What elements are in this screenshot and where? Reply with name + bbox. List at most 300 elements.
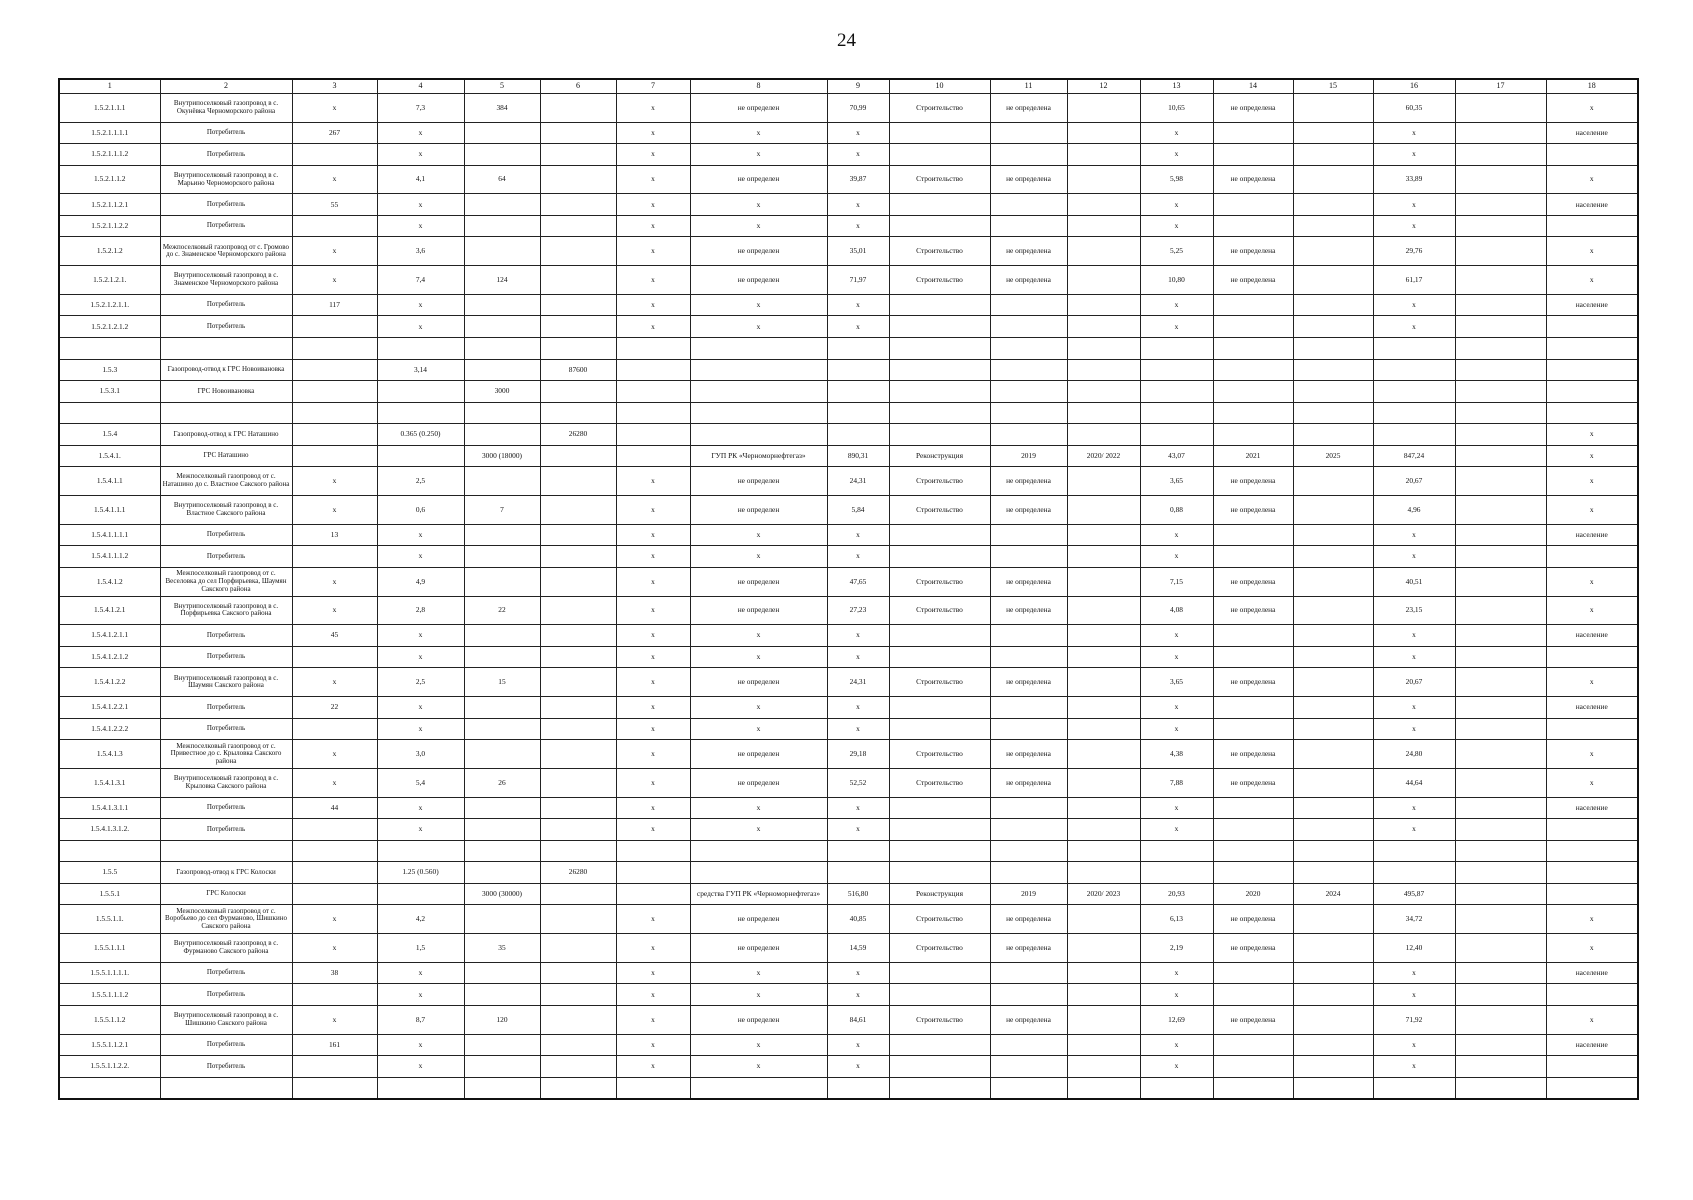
table-cell xyxy=(1067,122,1140,144)
table-cell xyxy=(59,840,160,862)
table-cell: х xyxy=(616,768,690,797)
table-cell: х xyxy=(616,718,690,740)
table-cell xyxy=(377,1077,464,1099)
table-cell: 71,97 xyxy=(827,266,889,295)
table-cell xyxy=(1213,122,1293,144)
table-cell xyxy=(540,215,616,237)
table-cell xyxy=(1213,862,1293,884)
table-cell xyxy=(990,1077,1067,1099)
table-cell: население xyxy=(1546,962,1638,984)
table-cell xyxy=(990,316,1067,338)
table-row xyxy=(59,934,1638,963)
table-cell xyxy=(464,697,540,719)
table-cell xyxy=(464,567,540,596)
table-cell xyxy=(889,424,990,446)
table-cell: х xyxy=(1373,144,1455,166)
table-cell xyxy=(292,424,377,446)
table-cell: 35 xyxy=(464,934,540,963)
table-cell xyxy=(540,402,616,424)
table-row xyxy=(59,883,1638,905)
table-cell: 29,18 xyxy=(827,740,889,769)
table-cell: 1.5.5.1.1.2.2. xyxy=(59,1056,160,1078)
table-cell xyxy=(1067,962,1140,984)
table-cell xyxy=(1140,862,1213,884)
table-cell: х xyxy=(690,1034,827,1056)
table-cell xyxy=(1140,359,1213,381)
table-cell xyxy=(377,402,464,424)
table-cell xyxy=(889,862,990,884)
table-cell xyxy=(1293,819,1373,841)
table-cell xyxy=(1293,697,1373,719)
table-cell xyxy=(889,338,990,360)
table-cell: х xyxy=(1546,93,1638,122)
table-cell xyxy=(464,840,540,862)
table-cell: Строительство xyxy=(889,668,990,697)
table-cell: 0,88 xyxy=(1140,496,1213,525)
table-cell: 3,0 xyxy=(377,740,464,769)
table-cell: Потребитель xyxy=(160,625,292,647)
table-cell: х xyxy=(616,215,690,237)
table-cell xyxy=(1293,359,1373,381)
table-cell xyxy=(1293,338,1373,360)
table-cell xyxy=(889,524,990,546)
table-cell xyxy=(540,768,616,797)
table-cell: Потребитель xyxy=(160,1034,292,1056)
table-cell: 1.5.4.1.3.1.1 xyxy=(59,797,160,819)
table-cell xyxy=(1455,546,1546,568)
table-cell: Строительство xyxy=(889,237,990,266)
table-cell: Строительство xyxy=(889,496,990,525)
table-cell xyxy=(1546,215,1638,237)
table-cell xyxy=(889,1077,990,1099)
table-cell xyxy=(464,237,540,266)
table-cell xyxy=(616,840,690,862)
table-cell: ГРС Колоски xyxy=(160,883,292,905)
table-cell xyxy=(1067,294,1140,316)
table-cell: 1.5.4.1.2.1 xyxy=(59,596,160,625)
table-cell: Внутрипоселковый газопровод в с. Фурманово Сакского района xyxy=(160,934,292,963)
table-cell xyxy=(1455,668,1546,697)
table-cell xyxy=(827,381,889,403)
table-cell: х xyxy=(1140,625,1213,647)
table-cell: х xyxy=(690,524,827,546)
table-cell: х xyxy=(1140,1034,1213,1056)
table-cell: х xyxy=(377,215,464,237)
table-cell: х xyxy=(690,718,827,740)
table-cell xyxy=(1373,424,1455,446)
table-cell: х xyxy=(292,768,377,797)
table-cell xyxy=(990,194,1067,216)
table-cell: 117 xyxy=(292,294,377,316)
table-cell: 60,35 xyxy=(1373,93,1455,122)
table-cell: х xyxy=(616,546,690,568)
table-cell xyxy=(377,381,464,403)
table-cell xyxy=(1455,1034,1546,1056)
table-cell xyxy=(990,840,1067,862)
table-cell: х xyxy=(827,294,889,316)
table-cell xyxy=(690,1077,827,1099)
table-cell: х xyxy=(616,934,690,963)
table-cell: не определен xyxy=(690,740,827,769)
table-cell: население xyxy=(1546,625,1638,647)
table-cell: Газопровод-отвод к ГРС Новоивановка xyxy=(160,359,292,381)
table-cell: население xyxy=(1546,797,1638,819)
table-cell xyxy=(1067,424,1140,446)
table-cell: 24,31 xyxy=(827,467,889,496)
table-cell: х xyxy=(1546,668,1638,697)
table-cell: 12,69 xyxy=(1140,1005,1213,1034)
table-cell: не определена xyxy=(990,237,1067,266)
table-cell: не определена xyxy=(990,567,1067,596)
table-cell: Межпоселковый газопровод от с. Веселовка до сел Порфирьевка, Шаумян Сакского района xyxy=(160,567,292,596)
table-cell: 1.5.4.1.1 xyxy=(59,467,160,496)
table-cell: 1,5 xyxy=(377,934,464,963)
table-cell xyxy=(1373,840,1455,862)
table-cell xyxy=(464,467,540,496)
table-cell: х xyxy=(827,718,889,740)
table-cell xyxy=(827,402,889,424)
table-cell: 1.5.4.1.3 xyxy=(59,740,160,769)
table-cell: Межпоселковый газопровод от с. Воробьево до сел Фурманово, Шишкино Сакского района xyxy=(160,905,292,934)
table-cell xyxy=(616,1077,690,1099)
table-cell: 2020/ 2023 xyxy=(1067,883,1140,905)
table-row xyxy=(59,165,1638,194)
table-cell xyxy=(540,718,616,740)
table-cell: 1.5.4.1.3.1.2. xyxy=(59,819,160,841)
table-cell: х xyxy=(616,294,690,316)
table-cell: х xyxy=(292,467,377,496)
header-cell: 10 xyxy=(889,79,990,93)
table-cell: 120 xyxy=(464,1005,540,1034)
table-cell: 87600 xyxy=(540,359,616,381)
table-cell: население xyxy=(1546,194,1638,216)
table-cell xyxy=(464,338,540,360)
table-cell: х xyxy=(1373,294,1455,316)
table-cell xyxy=(616,445,690,467)
table-cell: 2019 xyxy=(990,445,1067,467)
table-cell: х xyxy=(827,215,889,237)
table-cell: Межпоселковый газопровод от с. Наташино до с. Властное Сакского района xyxy=(160,467,292,496)
table-cell: х xyxy=(616,1005,690,1034)
table-cell xyxy=(1546,316,1638,338)
table-cell xyxy=(540,883,616,905)
table-cell: х xyxy=(377,984,464,1006)
table-cell: х xyxy=(377,1056,464,1078)
header-cell: 11 xyxy=(990,79,1067,93)
table-cell: не определена xyxy=(1213,596,1293,625)
table-cell: население xyxy=(1546,697,1638,719)
table-cell: не определена xyxy=(1213,905,1293,934)
table-cell: х xyxy=(827,1034,889,1056)
table-cell xyxy=(889,819,990,841)
table-cell xyxy=(540,934,616,963)
table-cell xyxy=(1293,237,1373,266)
table-cell xyxy=(292,718,377,740)
table-cell: не определена xyxy=(1213,567,1293,596)
table-cell xyxy=(1213,402,1293,424)
table-cell xyxy=(1213,316,1293,338)
table-cell: 10,65 xyxy=(1140,93,1213,122)
table-row xyxy=(59,862,1638,884)
table-cell: 7 xyxy=(464,496,540,525)
table-cell xyxy=(540,122,616,144)
table-cell: х xyxy=(1373,646,1455,668)
table-cell xyxy=(540,567,616,596)
table-cell: х xyxy=(827,122,889,144)
table-cell xyxy=(990,294,1067,316)
table-cell xyxy=(1067,316,1140,338)
table-cell: х xyxy=(377,294,464,316)
table-cell xyxy=(464,862,540,884)
table-cell: не определена xyxy=(990,905,1067,934)
table-cell xyxy=(1213,718,1293,740)
table-cell xyxy=(1213,1077,1293,1099)
table-cell: х xyxy=(292,237,377,266)
table-cell: не определена xyxy=(1213,1005,1293,1034)
table-cell xyxy=(1213,144,1293,166)
table-cell xyxy=(292,381,377,403)
table-cell: х xyxy=(1373,625,1455,647)
header-row xyxy=(59,79,1638,93)
table-cell: 7,15 xyxy=(1140,567,1213,596)
table-cell: Потребитель xyxy=(160,797,292,819)
table-cell: х xyxy=(690,646,827,668)
table-cell: х xyxy=(377,646,464,668)
table-cell: 516,80 xyxy=(827,883,889,905)
table-cell xyxy=(1213,338,1293,360)
table-cell xyxy=(1455,862,1546,884)
table-cell xyxy=(1067,862,1140,884)
table-cell xyxy=(827,1077,889,1099)
table-row xyxy=(59,215,1638,237)
table-cell: не определен xyxy=(690,165,827,194)
table-cell xyxy=(540,266,616,295)
table-cell: не определена xyxy=(1213,165,1293,194)
table-cell: х xyxy=(377,718,464,740)
table-cell xyxy=(540,194,616,216)
table-cell xyxy=(1455,402,1546,424)
table-cell xyxy=(990,338,1067,360)
table-cell: 6,13 xyxy=(1140,905,1213,934)
table-cell xyxy=(1140,381,1213,403)
table-cell xyxy=(1067,718,1140,740)
table-cell: 14,59 xyxy=(827,934,889,963)
header-cell: 1 xyxy=(59,79,160,93)
table-cell xyxy=(1455,567,1546,596)
table-cell xyxy=(616,359,690,381)
table-cell: 3,6 xyxy=(377,237,464,266)
table-cell: х xyxy=(827,819,889,841)
table-cell: население xyxy=(1546,294,1638,316)
table-cell xyxy=(464,546,540,568)
table-cell xyxy=(1546,359,1638,381)
table-cell: 1.5.2.1.2 xyxy=(59,237,160,266)
table-cell xyxy=(1455,646,1546,668)
table-cell: не определен xyxy=(690,596,827,625)
table-cell: не определена xyxy=(990,768,1067,797)
table-cell xyxy=(1546,862,1638,884)
table-cell: не определен xyxy=(690,567,827,596)
table-cell: х xyxy=(690,144,827,166)
table-cell: 1.5.5.1.1. xyxy=(59,905,160,934)
table-cell xyxy=(1455,840,1546,862)
table-cell: 0.365 (0.250) xyxy=(377,424,464,446)
table-cell: Внутрипоселковый газопровод в с. Шаумян Сакского района xyxy=(160,668,292,697)
table-cell: 3,65 xyxy=(1140,467,1213,496)
table-cell: 15 xyxy=(464,668,540,697)
table-cell: х xyxy=(690,1056,827,1078)
table-cell xyxy=(160,338,292,360)
table-cell xyxy=(1455,768,1546,797)
table-cell xyxy=(1067,596,1140,625)
table-cell xyxy=(1293,294,1373,316)
table-cell: Внутрипоселковый газопровод в с. Шишкино Сакского района xyxy=(160,1005,292,1034)
table-cell: 1.5.2.1.2.1.2 xyxy=(59,316,160,338)
table-cell xyxy=(990,718,1067,740)
table-cell: 55 xyxy=(292,194,377,216)
table-cell: 1.5.4.1.2.2 xyxy=(59,668,160,697)
table-row xyxy=(59,266,1638,295)
table-cell xyxy=(1213,819,1293,841)
table-cell xyxy=(1293,496,1373,525)
table-cell: 4,1 xyxy=(377,165,464,194)
table-cell: х xyxy=(1373,962,1455,984)
table-cell xyxy=(889,1034,990,1056)
table-cell: х xyxy=(1140,1056,1213,1078)
table-cell xyxy=(1213,625,1293,647)
table-cell xyxy=(1293,402,1373,424)
header-cell: 4 xyxy=(377,79,464,93)
table-cell: 1.5.2.1.1.2.2 xyxy=(59,215,160,237)
table-cell xyxy=(377,445,464,467)
page-number: 24 xyxy=(837,30,856,51)
table-cell: Строительство xyxy=(889,567,990,596)
table-cell xyxy=(616,883,690,905)
table-cell xyxy=(1293,740,1373,769)
table-cell: Потребитель xyxy=(160,984,292,1006)
table-cell xyxy=(1140,1077,1213,1099)
table-row xyxy=(59,819,1638,841)
table-cell: Потребитель xyxy=(160,1056,292,1078)
table-cell: 43,07 xyxy=(1140,445,1213,467)
table-cell xyxy=(990,697,1067,719)
table-cell xyxy=(540,1056,616,1078)
table-cell: не определена xyxy=(990,496,1067,525)
table-cell xyxy=(616,381,690,403)
table-cell xyxy=(1373,862,1455,884)
table-cell xyxy=(292,144,377,166)
table-cell xyxy=(1067,740,1140,769)
table-cell: х xyxy=(616,496,690,525)
table-cell: х xyxy=(616,697,690,719)
table-cell xyxy=(889,546,990,568)
table-cell: х xyxy=(1546,266,1638,295)
table-row xyxy=(59,740,1638,769)
table-cell xyxy=(1067,1034,1140,1056)
table-cell xyxy=(1455,740,1546,769)
table-cell: 20,93 xyxy=(1140,883,1213,905)
table-cell: Реконструкция xyxy=(889,883,990,905)
table-cell: х xyxy=(1373,316,1455,338)
table-cell xyxy=(1293,266,1373,295)
table-cell: 1.5.4.1.2 xyxy=(59,567,160,596)
table-cell: Строительство xyxy=(889,1005,990,1034)
header-cell: 2 xyxy=(160,79,292,93)
table-cell xyxy=(1455,625,1546,647)
table-cell xyxy=(464,819,540,841)
table-cell xyxy=(540,668,616,697)
table-cell: не определена xyxy=(990,1005,1067,1034)
table-row xyxy=(59,567,1638,596)
table-cell: 2024 xyxy=(1293,883,1373,905)
table-cell: Внутрипоселковый газопровод в с. Знаменское Черноморского района xyxy=(160,266,292,295)
table-row xyxy=(59,424,1638,446)
table-cell xyxy=(540,840,616,862)
table-cell xyxy=(1067,625,1140,647)
table-cell: х xyxy=(292,496,377,525)
table-cell xyxy=(540,294,616,316)
table-cell: 40,51 xyxy=(1373,567,1455,596)
table-row xyxy=(59,1005,1638,1034)
table-cell: 47,65 xyxy=(827,567,889,596)
table-cell: 1.25 (0.560) xyxy=(377,862,464,884)
table-cell: не определена xyxy=(990,266,1067,295)
table-row xyxy=(59,122,1638,144)
table-cell: х xyxy=(377,316,464,338)
table-cell xyxy=(540,646,616,668)
table-cell: х xyxy=(616,144,690,166)
table-cell xyxy=(827,424,889,446)
table-cell xyxy=(1293,840,1373,862)
table-cell xyxy=(990,797,1067,819)
table-cell: 44,64 xyxy=(1373,768,1455,797)
table-row xyxy=(59,984,1638,1006)
table-cell: х xyxy=(616,740,690,769)
table-cell: не определена xyxy=(1213,768,1293,797)
table-cell: х xyxy=(827,144,889,166)
table-cell: 23,15 xyxy=(1373,596,1455,625)
table-cell xyxy=(690,381,827,403)
table-row xyxy=(59,546,1638,568)
table-cell xyxy=(540,625,616,647)
table-cell: х xyxy=(616,962,690,984)
table-cell xyxy=(540,984,616,1006)
table-cell: х xyxy=(1546,596,1638,625)
table-cell xyxy=(1546,381,1638,403)
table-cell: х xyxy=(616,194,690,216)
table-cell: 24,31 xyxy=(827,668,889,697)
table-cell: не определена xyxy=(990,93,1067,122)
table-cell xyxy=(1213,359,1293,381)
table-cell: х xyxy=(1140,819,1213,841)
table-cell xyxy=(1067,266,1140,295)
table-cell: х xyxy=(827,697,889,719)
table-cell xyxy=(990,819,1067,841)
table-cell xyxy=(464,524,540,546)
table-cell: х xyxy=(827,194,889,216)
table-cell xyxy=(1455,905,1546,934)
table-cell: х xyxy=(1140,546,1213,568)
table-cell xyxy=(1546,144,1638,166)
table-cell: х xyxy=(377,697,464,719)
table-cell: х xyxy=(827,546,889,568)
table-cell: 4,2 xyxy=(377,905,464,934)
table-cell: 1.5.5.1 xyxy=(59,883,160,905)
table-cell xyxy=(540,1005,616,1034)
table-cell xyxy=(1067,524,1140,546)
table-cell xyxy=(540,496,616,525)
table-row xyxy=(59,840,1638,862)
